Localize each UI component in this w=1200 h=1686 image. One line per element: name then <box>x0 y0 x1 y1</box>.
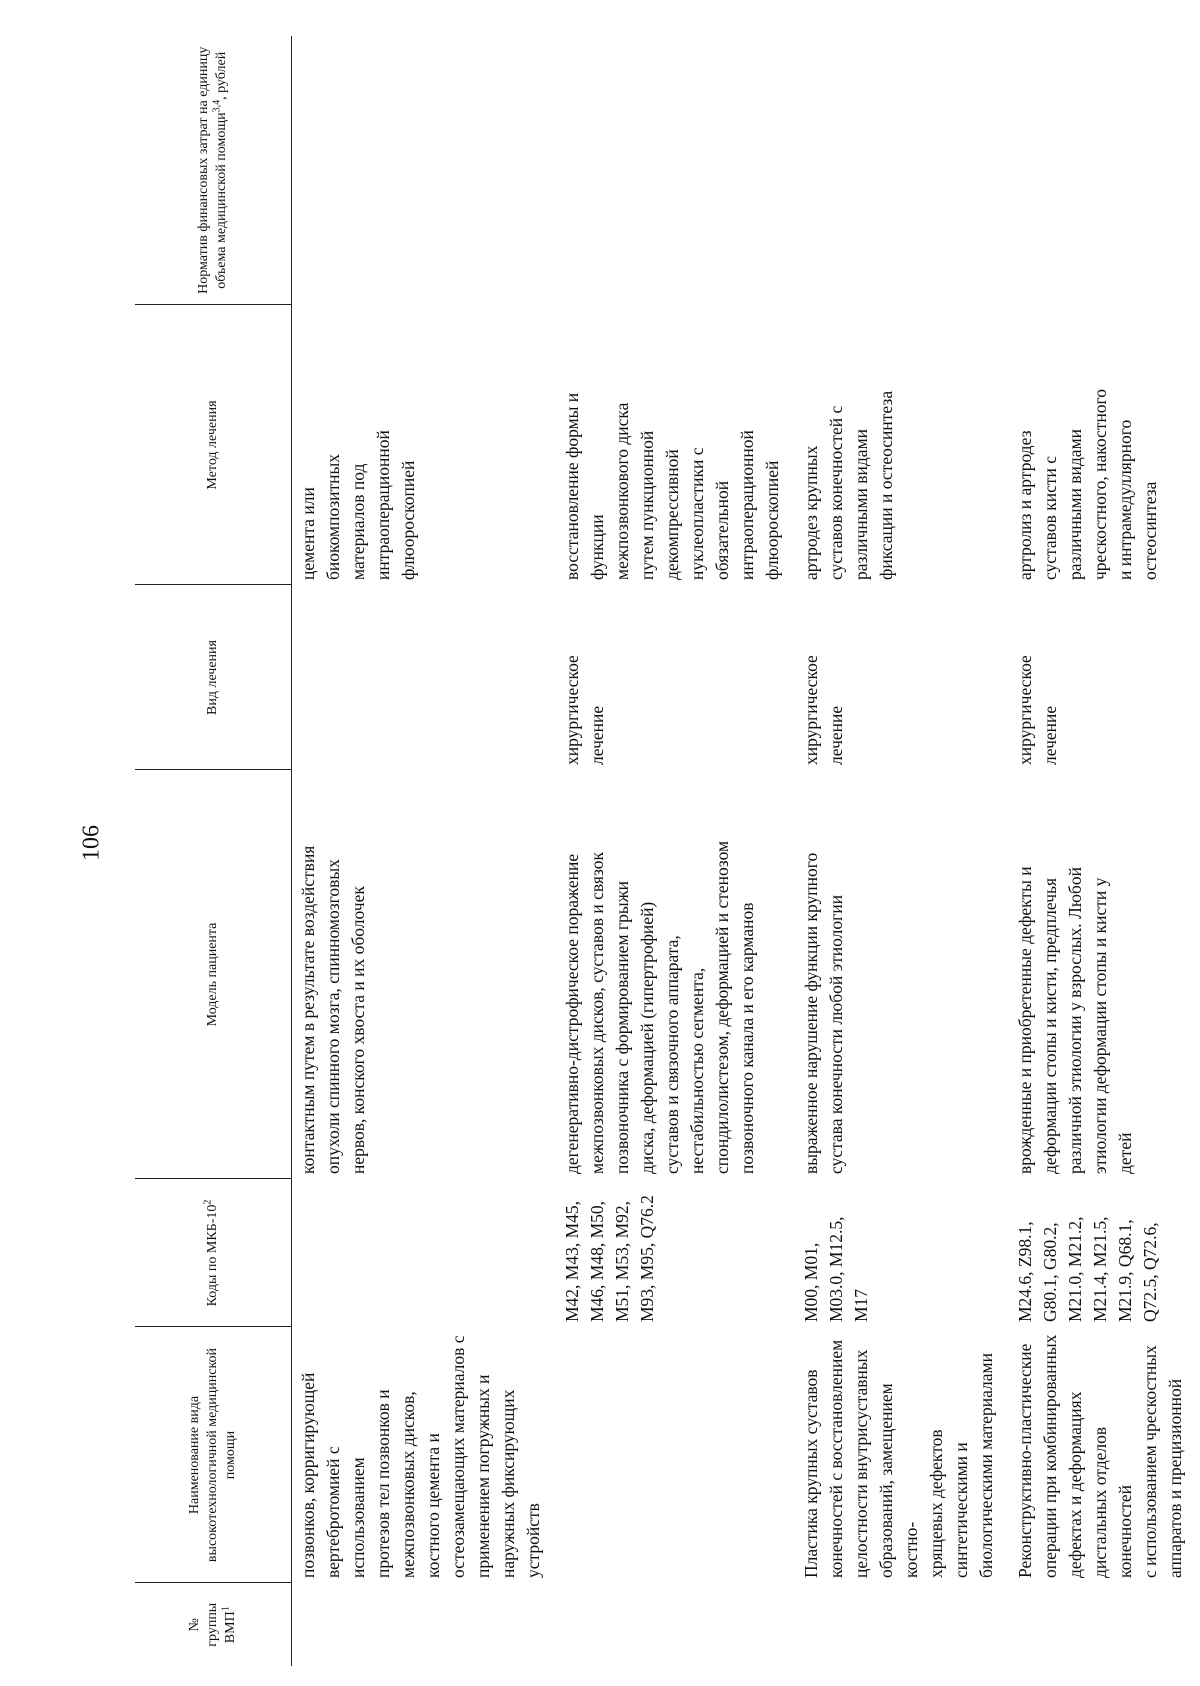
header-patient-model: Модель пациента <box>135 770 292 1179</box>
financial-norm-cell <box>546 36 785 305</box>
treatment-type-cell <box>999 585 1188 770</box>
cell-line: межпозвонковых дисков, суставов и связок <box>587 851 607 1174</box>
group-number-cell <box>999 1583 1188 1666</box>
cell-line: интраоперационной <box>737 430 757 580</box>
cell-line: M42, M43, M45, <box>562 1200 582 1322</box>
icd-codes-cell <box>292 1179 547 1327</box>
cell-line: биокомпозитных <box>323 453 343 580</box>
header-treatment-method: Метод лечения <box>135 305 292 585</box>
cell-line: суставов конечностей с <box>826 405 846 580</box>
icd-codes-cell <box>546 1179 785 1327</box>
cell-line: M17 <box>851 1288 871 1322</box>
cell-line: остеозамещающих материалов с <box>448 1335 468 1578</box>
patient-model-cell <box>546 770 785 1179</box>
cell-line: M46, M48, M50, <box>587 1200 607 1322</box>
cell-line: биологическими материалами <box>976 1353 996 1578</box>
cell-line: межпозвонковых дисков, <box>398 1391 418 1578</box>
cell-line: M21.4, M21.5, <box>1090 1216 1110 1322</box>
cell-line: нервов, конского хвоста и их оболочек <box>348 886 368 1174</box>
patient-model-cell <box>999 770 1188 1179</box>
cell-line: цемента или <box>298 487 318 580</box>
cell-line: конечностей с восстановлением <box>826 1339 846 1578</box>
cell-line: M00, M01, <box>801 1242 821 1322</box>
vmp-name-cell <box>785 1327 999 1583</box>
cell-line: нестабильностью сегмента, <box>687 967 707 1174</box>
cell-line: лечение <box>587 705 607 765</box>
cell-line: протезов тел позвонков и <box>373 1389 393 1578</box>
cell-line: спондилолистезом, деформацией и стенозом <box>712 840 732 1174</box>
cell-line: чрескостного, накостного <box>1090 388 1110 580</box>
cell-line: опухоли спинного мозга, спинномозговых <box>323 859 343 1174</box>
cell-line: остеосинтеза <box>1140 481 1160 580</box>
cell-line: выраженное нарушение функции крупного <box>801 852 821 1174</box>
cell-line: функции <box>587 514 607 580</box>
group-number-cell <box>546 1583 785 1666</box>
cell-line: различными видами <box>851 428 871 580</box>
cell-line: хрящевых дефектов <box>926 1429 946 1578</box>
cell-line: флюороскопией <box>398 460 418 580</box>
cell-line: интраоперационной <box>373 430 393 580</box>
cell-line: врожденные и приобретенные дефекты и <box>1015 866 1035 1174</box>
cell-line: сустава конечности любой этиологии <box>826 894 846 1174</box>
cell-line: Реконструктивно-пластические <box>1015 1343 1035 1578</box>
header-icd-codes: Коды по МКБ-$10^2$ <box>135 1179 292 1327</box>
cell-line: флюороскопией <box>762 460 782 580</box>
cell-line: вертебротомией с использованием <box>323 1446 368 1578</box>
cell-line: нуклеопластики с <box>687 447 707 580</box>
cell-line: контактным путем в результате воздействия <box>298 845 318 1174</box>
cell-line: дефектах и деформациях <box>1065 1391 1085 1578</box>
patient-model-cell <box>785 770 999 1179</box>
cell-line: M51, M53, M92, <box>612 1200 632 1322</box>
treatment-type-cell <box>546 585 785 770</box>
cell-line: обязательной <box>712 480 732 580</box>
cell-line: с использованием чрескостных <box>1140 1345 1160 1578</box>
cell-line: дегенеративно-дистрофическое поражение <box>562 853 582 1174</box>
header-vmp-name: Наименование вида высокотехнологичной медицинской помощи <box>135 1327 292 1583</box>
cell-line: применением погружных и <box>473 1374 493 1578</box>
cell-line: диска, деформацией (гипертрофией) <box>637 901 657 1174</box>
cell-line: G80.1, G80.2, <box>1040 1222 1060 1322</box>
header-treatment-type: Вид лечения <box>135 585 292 770</box>
cell-line: суставов кисти с <box>1040 455 1060 580</box>
group-number-cell <box>292 1583 547 1666</box>
table-row <box>546 36 785 1666</box>
vmp-name-cell <box>546 1327 785 1583</box>
cell-line: устройств <box>523 1503 543 1578</box>
financial-norm-cell <box>785 36 999 305</box>
table-row <box>785 36 999 1666</box>
vmp-name-cell <box>999 1327 1188 1583</box>
header-group-number: № группы ВМП$^1$ <box>135 1583 292 1666</box>
cell-line: различными видами <box>1065 428 1085 580</box>
cell-line: фиксации и остеосинтеза <box>876 390 896 580</box>
cell-line: хирургическое <box>801 655 821 765</box>
cell-line: хирургическое <box>1015 655 1035 765</box>
treatment-type-cell <box>292 585 547 770</box>
cell-line: восстановление формы и <box>562 392 582 580</box>
rotated-table-container <box>135 36 1185 1666</box>
treatment-method-cell <box>999 305 1188 585</box>
cell-line: M93, M95, Q76.2 <box>637 1195 657 1322</box>
table-body <box>292 36 1189 1666</box>
cell-line: детей <box>1115 1132 1135 1174</box>
icd-codes-cell <box>785 1179 999 1327</box>
cell-line: позвонков, корригирующей <box>298 1372 318 1578</box>
page-number: 106 <box>78 825 105 861</box>
financial-norm-cell <box>999 36 1188 305</box>
cell-line: операции при комбинированных <box>1040 1334 1060 1578</box>
cell-line: M24.6, Z98.1, <box>1015 1221 1035 1322</box>
vmp-name-cell <box>292 1327 547 1583</box>
cell-line: Пластика крупных суставов <box>801 1369 821 1578</box>
treatment-type-cell <box>785 585 999 770</box>
cell-line: артродез крупных <box>801 445 821 580</box>
cell-line: и интрамедуллярного <box>1115 419 1135 580</box>
cell-line: хирургическое <box>562 655 582 765</box>
financial-norm-cell <box>292 36 547 305</box>
cell-line: путем пункционной <box>637 430 657 580</box>
treatment-method-cell <box>292 305 547 585</box>
cell-line: декомпрессивной <box>662 449 682 580</box>
treatment-method-cell <box>546 305 785 585</box>
group-number-cell <box>785 1583 999 1666</box>
cell-line: позвоночного канала и его карманов <box>737 902 757 1174</box>
cell-line: лечение <box>1040 705 1060 765</box>
cell-line: M21.0, M21.2, <box>1065 1216 1085 1322</box>
cell-line: межпозвонкового диска <box>612 402 632 580</box>
cell-line: синтетическими и <box>951 1442 971 1578</box>
treatment-method-cell <box>785 305 999 585</box>
patient-model-cell <box>292 770 547 1179</box>
cell-line: позвоночника с формированием грыжи <box>612 880 632 1174</box>
cell-line: образований, замещением костно- <box>876 1383 921 1578</box>
cell-line: артролиз и артродез <box>1015 430 1035 580</box>
table-row <box>999 36 1188 1666</box>
cell-line: M03.0, M12.5, <box>826 1216 846 1322</box>
cell-line: M21.9, Q68.1, <box>1115 1219 1135 1322</box>
cell-line: Q72.5, Q72.6, <box>1140 1222 1160 1322</box>
cell-line: различной этиологии у взрослых. Любой <box>1065 867 1085 1174</box>
cell-line: этиологии деформации стопы и кисти у <box>1090 877 1110 1174</box>
cell-line: дистальных отделов конечностей <box>1090 1426 1135 1578</box>
cell-line: наружных фиксирующих <box>498 1389 518 1578</box>
cell-line: материалов под <box>348 463 368 580</box>
header-financial-norm: Норматив финансовых затрат на единицу объема медицинской помощи$^{3,4}$, рублей <box>135 36 292 305</box>
table-header-row <box>135 36 292 1666</box>
cell-line: лечение <box>826 705 846 765</box>
cell-line: целостности внутрисуставных <box>851 1349 871 1578</box>
cell-line: костного цемента и <box>423 1433 443 1578</box>
vmp-table <box>135 36 1188 1666</box>
icd-codes-cell <box>999 1179 1188 1327</box>
table-row <box>292 36 547 1666</box>
cell-line: аппаратов и прецизионной <box>1165 1378 1185 1578</box>
cell-line: суставов и связочного аппарата, <box>662 935 682 1174</box>
cell-line: деформации стопы и кисти, предплечья <box>1040 877 1060 1174</box>
